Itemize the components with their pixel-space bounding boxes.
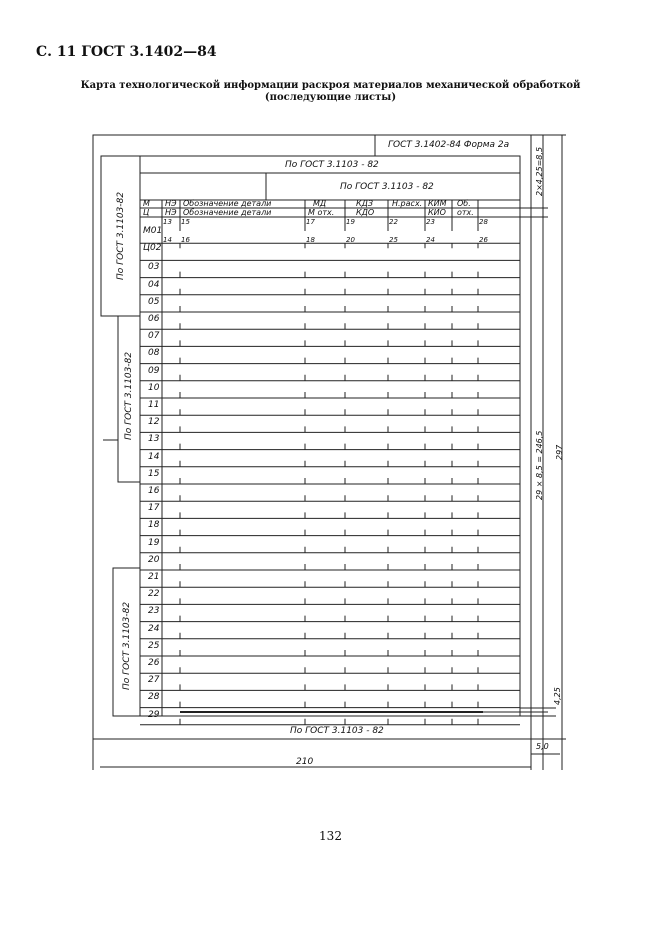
- field-number: 13: [163, 218, 172, 226]
- column-header-bottom: Ц: [143, 208, 150, 217]
- column-header-bottom: Обозначение детали: [183, 208, 272, 217]
- field-number: 28: [479, 218, 488, 226]
- title-line-1: Карта технологической информации раскроя материалов механической обработкой: [80, 80, 581, 91]
- row-number: 11: [148, 400, 160, 410]
- row-number: 23: [148, 606, 160, 617]
- field-number: 19: [346, 218, 355, 226]
- column-header-top: МД: [313, 199, 327, 208]
- row-number: 04: [148, 279, 160, 290]
- row-number: 10: [148, 382, 160, 393]
- column-header-top: М: [143, 199, 150, 208]
- page-header: С. 11 ГОСТ 3.1402—84: [36, 44, 217, 60]
- field-number: 17: [306, 218, 315, 226]
- inner-frame: [140, 156, 520, 716]
- row-number: 16: [148, 486, 160, 496]
- dimension-middle: 29 × 8,5 = 246,5: [535, 430, 544, 500]
- column-header-bottom: КИО: [428, 208, 446, 217]
- row-number: 19: [148, 537, 160, 548]
- row-number: 24: [148, 623, 160, 634]
- column-header-bottom: НЭ: [165, 208, 177, 217]
- column-header-top: Об.: [457, 199, 471, 208]
- dimension-margin: 5,0: [536, 742, 549, 751]
- column-header-bottom: отх.: [457, 208, 474, 217]
- column-header-top: НЭ: [165, 199, 177, 208]
- dimension-height: 297: [555, 444, 564, 460]
- field-number: 15: [181, 218, 190, 226]
- row-number: 12: [148, 417, 160, 428]
- row-number: 07: [148, 331, 160, 342]
- field-number: 14: [163, 236, 172, 244]
- row-number: 21: [148, 572, 160, 582]
- column-header-bottom: М отх.: [308, 208, 335, 217]
- column-header-bottom: КДО: [356, 208, 375, 217]
- field-number: 22: [389, 218, 398, 226]
- column-header-top: Н.расх.: [392, 199, 423, 208]
- row-number: 09: [148, 365, 160, 376]
- row-number: 18: [148, 520, 160, 531]
- row-number: 17: [148, 503, 160, 514]
- row-number: 03: [148, 262, 160, 273]
- top-reference-2: По ГОСТ 3.1103 - 82: [340, 182, 434, 192]
- side-reference-2: По ГОСТ 3.1103-82: [124, 351, 134, 440]
- field-number: 20: [346, 236, 355, 244]
- row-number: 06: [148, 314, 160, 324]
- row-number: 29: [148, 709, 160, 720]
- row-label-m01: М01: [143, 226, 163, 236]
- row-number: 08: [148, 348, 160, 359]
- row-number: 15: [148, 468, 160, 479]
- row-label-c02: Ц02: [143, 243, 162, 253]
- field-number: 18: [306, 236, 315, 244]
- field-number: 23: [426, 218, 435, 226]
- dimension-width: 210: [296, 757, 314, 767]
- row-number: 26: [148, 658, 160, 668]
- row-number: 25: [148, 640, 160, 651]
- side-reference-1: По ГОСТ 3.1103-82: [116, 191, 126, 280]
- form-corner-label: ГОСТ 3.1402-84 Форма 2а: [388, 140, 510, 150]
- top-reference: По ГОСТ 3.1103 - 82: [285, 160, 379, 170]
- side-reference-3: По ГОСТ 3.1103-82: [122, 601, 132, 690]
- field-number: 16: [181, 236, 190, 244]
- page-number: 132: [319, 829, 342, 843]
- field-number: 24: [426, 236, 435, 244]
- field-number: 26: [479, 236, 488, 244]
- row-number: 05: [148, 296, 160, 307]
- column-header-top: КИМ: [428, 199, 447, 208]
- column-header-top: КДЗ: [356, 199, 374, 208]
- row-number: 14: [148, 451, 160, 462]
- bottom-reference: По ГОСТ 3.1103 - 82: [290, 726, 384, 736]
- title-line-2: (последующие листы): [264, 92, 397, 103]
- row-number: 22: [148, 589, 160, 600]
- row-number: 27: [148, 675, 160, 686]
- field-number: 25: [389, 236, 398, 244]
- dimension-bottom-row: 4,25: [553, 687, 562, 705]
- row-number: 20: [148, 554, 160, 565]
- row-number: 13: [148, 434, 160, 445]
- dimension-top: 2×4,25=8,5: [535, 146, 544, 196]
- row-number: 28: [148, 692, 160, 703]
- column-header-top: Обозначение детали: [183, 199, 272, 208]
